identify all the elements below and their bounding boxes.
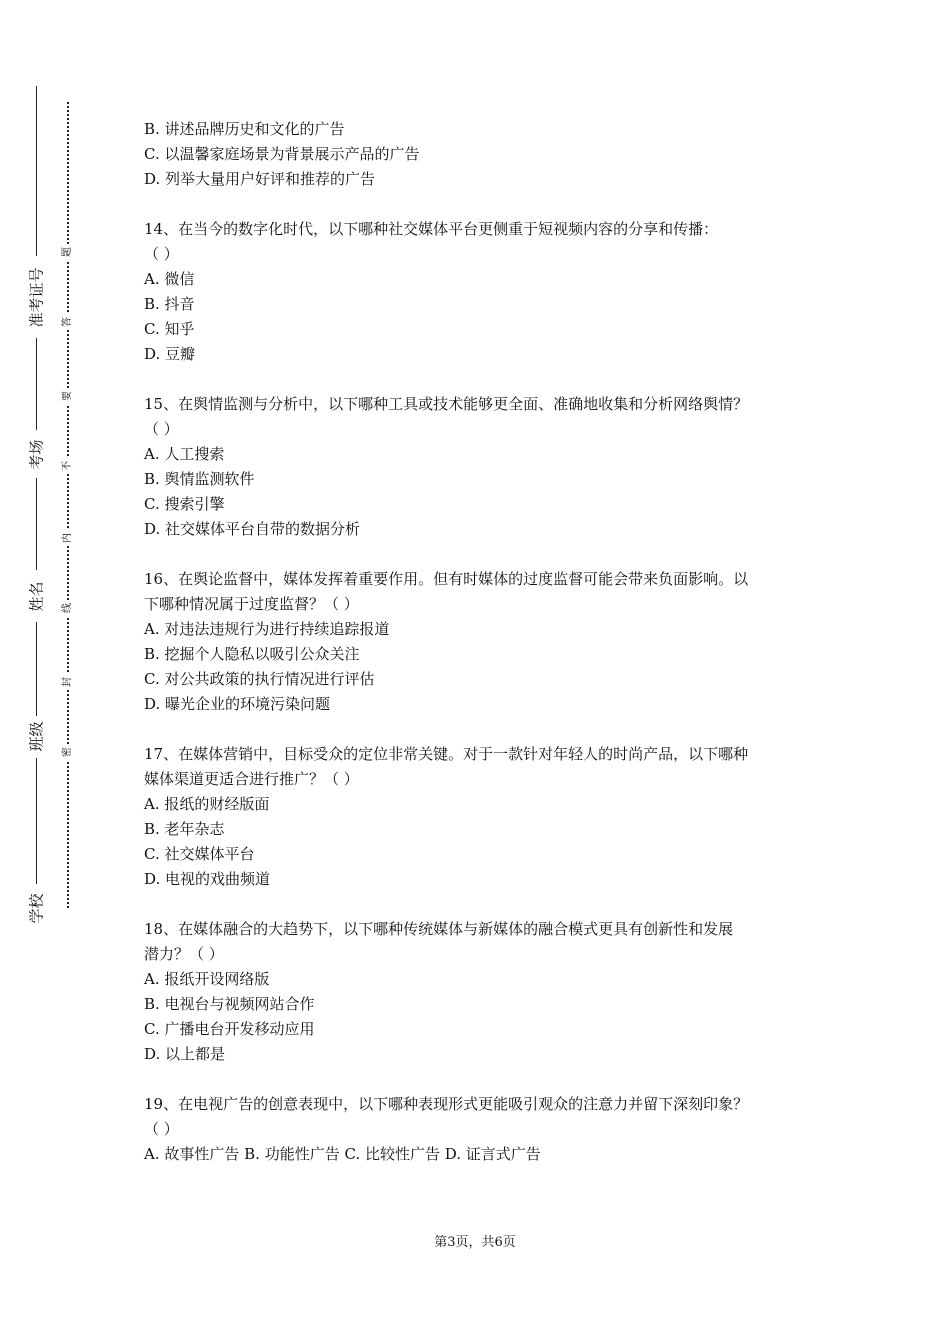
option-line: A. 报纸开设网络版 <box>144 970 270 988</box>
seal-char: 封 <box>60 674 76 690</box>
seal-dotted-line <box>67 102 69 908</box>
option-line: B. 抖音 <box>144 295 195 313</box>
question-16 <box>144 567 824 717</box>
question-content <box>144 117 824 1192</box>
option-line: C. 知乎 <box>144 320 195 338</box>
option-line: C. 搜索引擎 <box>144 495 225 513</box>
option-line: D. 豆瓣 <box>144 345 196 363</box>
question-stem: 17、在媒体营销中，目标受众的定位非常关键。对于一款针对年轻人的时尚产品，以下哪种 <box>144 745 749 763</box>
blank-line <box>36 338 37 430</box>
option-line: D. 以上都是 <box>144 1045 226 1063</box>
question-13-continued <box>144 117 824 192</box>
question-stem: 16、在舆论监督中，媒体发挥着重要作用。但有时媒体的过度监督可能会带来负面影响。以 <box>144 570 749 588</box>
seal-char: 答 <box>60 314 76 330</box>
binding-margin: 准考证号 考场 姓名 班级 学校 题 答 要 不 内 线 封 密 <box>0 0 90 1344</box>
option-line: C. 对公共政策的执行情况进行评估 <box>144 670 375 688</box>
option-line: B. 舆情监测软件 <box>144 470 255 488</box>
question-18 <box>144 917 824 1067</box>
option-line: C. 社交媒体平台 <box>144 845 255 863</box>
answer-bracket: （ ） <box>144 245 179 263</box>
seal-char: 内 <box>60 530 76 546</box>
seal-char: 线 <box>60 600 76 616</box>
question-15 <box>144 392 824 542</box>
question-stem: 下哪种情况属于过度监督？（ ） <box>144 595 359 613</box>
seal-char: 要 <box>60 388 76 404</box>
option-line: D. 列举大量用户好评和推荐的广告 <box>144 170 376 188</box>
option-line: A. 对违法违规行为进行持续追踪报道 <box>144 620 390 638</box>
question-stem: 14、在当今的数字化时代，以下哪种社交媒体平台更侧重于短视频内容的分享和传播： <box>144 220 719 238</box>
page-number: 第3页，共6页 <box>434 1235 516 1250</box>
question-stem: 18、在媒体融合的大趋势下，以下哪种传统媒体与新媒体的融合模式更具有创新性和发展 <box>144 920 734 938</box>
question-19 <box>144 1092 824 1167</box>
seal-char: 密 <box>60 744 76 760</box>
option-line: C. 广播电台开发移动应用 <box>144 1020 315 1038</box>
option-line: B. 挖掘个人隐私以吸引公众关注 <box>144 645 360 663</box>
option-line: A. 故事性广告 B. 功能性广告 C. 比较性广告 D. 证言式广告 <box>144 1145 541 1163</box>
seal-char: 不 <box>60 458 76 474</box>
option-line: A. 微信 <box>144 270 195 288</box>
blank-line <box>36 758 37 884</box>
option-line: D. 电视的戏曲频道 <box>144 870 271 888</box>
option-line: B. 讲述品牌历史和文化的广告 <box>144 120 345 138</box>
option-line: D. 社交媒体平台自带的数据分析 <box>144 520 361 538</box>
blank-line <box>36 622 37 716</box>
question-stem: 19、在电视广告的创意表现中，以下哪种表现形式更能吸引观众的注意力并留下深刻印象？ <box>144 1095 749 1113</box>
answer-bracket: （ ） <box>144 1120 179 1138</box>
option-line: A. 报纸的财经版面 <box>144 795 270 813</box>
question-14 <box>144 217 824 367</box>
option-line: C. 以温馨家庭场景为背景展示产品的广告 <box>144 145 420 163</box>
option-line: B. 电视台与视频网站合作 <box>144 995 315 1013</box>
blank-line <box>36 86 37 256</box>
option-line: D. 曝光企业的环境污染问题 <box>144 695 331 713</box>
option-line: B. 老年杂志 <box>144 820 225 838</box>
question-stem: 潜力？（ ） <box>144 945 224 963</box>
question-17 <box>144 742 824 892</box>
question-stem: 15、在舆情监测与分析中，以下哪种工具或技术能够更全面、准确地收集和分析网络舆情？ <box>144 395 749 413</box>
option-line: A. 人工搜索 <box>144 445 225 463</box>
blank-line <box>36 478 37 570</box>
seal-char: 题 <box>60 244 76 260</box>
question-stem: 媒体渠道更适合进行推广？（ ） <box>144 770 359 788</box>
answer-bracket: （ ） <box>144 420 179 438</box>
